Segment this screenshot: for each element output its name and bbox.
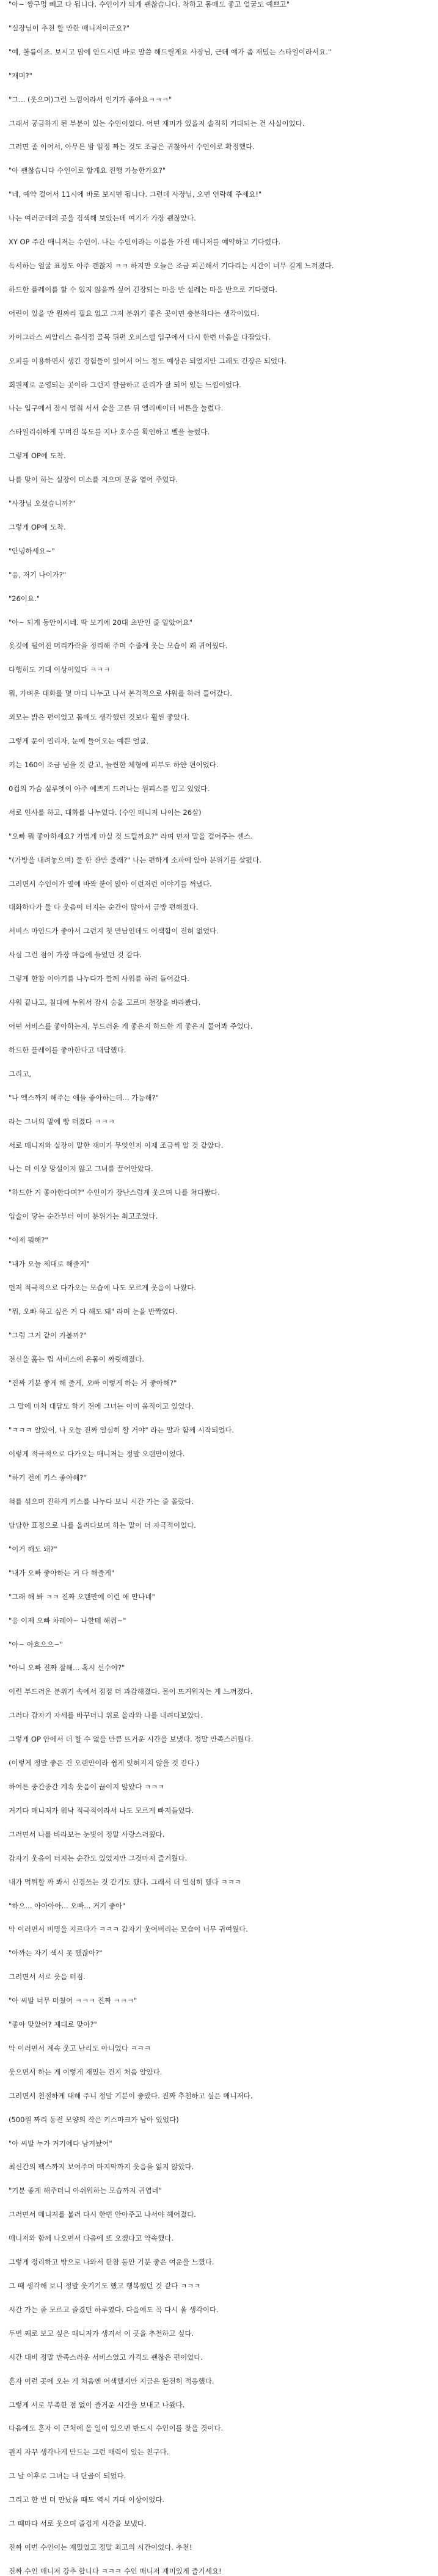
text-line: 그 때마다 서로 웃으며 즐겁게 시간을 보냈다. — [9, 2519, 147, 2528]
paragraph-spacer — [9, 1652, 429, 1660]
paragraph-spacer — [9, 1723, 429, 1732]
paragraph-spacer — [9, 297, 429, 305]
paragraph-spacer — [9, 250, 429, 258]
text-line: 막 이러면서 계속 웃고 난리도 아니었다 ㅋㅋㅋ — [9, 2043, 151, 2052]
paragraph-spacer — [9, 1771, 429, 1779]
text-line: 먼저 적극적으로 다가오는 모습에 나도 모르게 웃음이 나왔다. — [9, 1283, 196, 1292]
text-line: 그렇게 정리하고 밖으로 나와서 한참 동안 기분 좋은 여운을 느꼈다. — [9, 2258, 214, 2267]
paragraph-spacer — [9, 2246, 429, 2255]
paragraph-spacer — [9, 2270, 429, 2279]
text-line: 거기다 매니저가 워낙 적극적이라서 나도 모르게 빠져들었다. — [9, 1806, 194, 1815]
paragraph-spacer — [9, 1913, 429, 1922]
paragraph-spacer — [9, 1556, 429, 1565]
paragraph-spacer — [9, 440, 429, 448]
text-line: 샤워 끝나고, 침대에 누워서 잠시 숨을 고르며 천장을 바라봤다. — [9, 998, 201, 1007]
text-line: "하기 전에 키스 좋아해?" — [9, 1473, 87, 1483]
text-line: 혼자 이런 곳에 오는 게 처음엔 어색했지만 지금은 완전히 적응했다. — [9, 2376, 214, 2385]
text-line: 그 말에 미처 대답도 하기 전에 그녀는 이미 움직이고 있었다. — [9, 1402, 194, 1411]
text-line: 그러면서 매니저를 불러 다시 한번 안아주고 나서야 헤어졌다. — [9, 2210, 196, 2219]
text-line: 키는 160이 조금 넘을 것 같고, 늘씬한 체형에 피부도 하얀 편이었다. — [9, 761, 219, 769]
paragraph-spacer — [9, 2531, 429, 2540]
text-line: 서로 매니저와 실장이 말한 재미가 무엇인지 이제 조금씩 알 것 같았다. — [9, 1140, 224, 1150]
text-line: 그렇게 문이 열리자, 눈에 들어오는 예쁜 얼굴. — [9, 737, 149, 746]
paragraph-spacer — [9, 939, 429, 947]
paragraph-spacer — [9, 59, 429, 68]
text-line: 회원제로 운영되는 곳이라 그런지 깔끔하고 관리가 잘 되어 있는 느낌이었다. — [9, 380, 241, 389]
paragraph-spacer — [9, 345, 429, 353]
text-line: "아까는 자기 색시 못 했잖아?" — [9, 1949, 103, 1958]
text-line: "재미?" — [9, 71, 32, 80]
text-line: "진짜 기분 좋게 해 줄게, 오빠 이렇게 하는 거 좋아해?" — [9, 1378, 177, 1387]
text-line: 이런 부드러운 분위기 속에서 점점 더 과감해졌다. 몸이 뜨거워지는 게 느껴졌다. — [9, 1687, 253, 1696]
text-line: 갑자기 웃음이 터지는 순간도 있었지만 그것마저 즐거웠다. — [9, 1853, 188, 1863]
text-line: (500원 짜리 동전 모양의 작은 키스마크가 남아 있었다) — [9, 2115, 179, 2124]
text-line: "아 씨발 너무 미쳤어 ㅋㅋㅋ 진짜 ㅋㅋㅋ" — [9, 1996, 137, 2005]
paragraph-spacer — [9, 1414, 429, 1423]
paragraph-spacer — [9, 2056, 429, 2064]
paragraph-spacer — [9, 1034, 429, 1042]
text-line: "(가방을 내려놓으며) 물 한 잔만 줄래?" 나는 편하게 소파에 앉아 분위기를 살폈다. — [9, 855, 261, 864]
paragraph-spacer — [9, 2484, 429, 2492]
text-line: 스타일리쉬하게 꾸며진 복도를 지나 호수를 확인하고 벨을 눌렀다. — [9, 428, 210, 437]
text-line: 뭔지 자꾸 생각나게 만드는 그런 매력이 있는 친구다. — [9, 2448, 169, 2457]
text-line: 내가 먹튀할 까 봐서 신경쓰는 것 같기도 했다. 그래서 더 열심히 했다 ㅋㅋㅋ — [9, 1877, 241, 1886]
paragraph-spacer — [9, 1343, 429, 1351]
paragraph-spacer — [9, 1533, 429, 1541]
text-line: "나 엑스까지 해주는 애들 좋아하는데... 가능해?" — [9, 1093, 159, 1102]
paragraph-spacer — [9, 2175, 429, 2183]
text-line: 뭐, 가벼운 대화를 몇 마디 나누고 나서 본격적으로 샤워를 하러 들어갔다. — [9, 689, 233, 698]
paragraph-spacer — [9, 226, 429, 235]
paragraph-spacer — [9, 963, 429, 971]
paragraph-spacer — [9, 273, 429, 282]
text-line: "아~ 아흐으으~" — [9, 1640, 64, 1649]
text-line: 입술이 닿는 순간부터 이미 분위기는 최고조였다. — [9, 1212, 158, 1221]
text-line: 그 때 생각해 보니 정말 웃기기도 했고 행복했던 것 같다 ㅋㅋㅋ — [9, 2282, 201, 2290]
paragraph-spacer — [9, 535, 429, 543]
paragraph-spacer — [9, 1153, 429, 1161]
paragraph-spacer — [9, 12, 429, 20]
paragraph-spacer — [9, 321, 429, 329]
text-line: "이제 뭐해?" — [9, 1236, 48, 1245]
text-line: "하으... 아아아아... 오빠... 거기 좋아" — [9, 1901, 126, 1910]
paragraph-spacer — [9, 2436, 429, 2445]
paragraph-spacer — [9, 1818, 429, 1826]
text-line: "실장님이 추천 할 만한 매니저이군요?" — [9, 23, 130, 32]
text-line: 그 날 이후로 그녀는 내 단골이 되었다. — [9, 2472, 126, 2481]
paragraph-spacer — [9, 1200, 429, 1209]
paragraph-spacer — [9, 2009, 429, 2017]
text-line: 그러면서 수인이가 옆에 바짝 붙어 앉아 이런저런 이야기를 꺼냈다. — [9, 879, 212, 888]
paragraph-spacer — [9, 1842, 429, 1850]
text-line: 그리고, — [9, 1069, 31, 1078]
paragraph-spacer — [9, 1224, 429, 1233]
paragraph-spacer — [9, 677, 429, 686]
text-line: 오피를 이용하면서 생긴 경험들이 있어서 어느 정도 예상은 되었지만 그래도 긴장은 되었다. — [9, 356, 287, 365]
text-line: 서로 인사를 하고, 대화를 나누었다. (수인 매니저 나이는 26살) — [9, 808, 202, 817]
paragraph-spacer — [9, 606, 429, 615]
paragraph-spacer — [9, 1794, 429, 1803]
paragraph-spacer — [9, 368, 429, 377]
paragraph-spacer — [9, 2555, 429, 2563]
text-line: 막 이러면서 비명을 지르다가 ㅋㅋㅋ 갑자기 웃어버리는 모습이 너무 귀여웠다. — [9, 1925, 249, 1934]
paragraph-spacer — [9, 915, 429, 924]
text-line: 시간 가는 줄 모르고 즐겼던 하루였다. 다음에도 꼭 다시 올 생각이다. — [9, 2305, 219, 2314]
text-line: 0컵의 가슴 실루엣이 아주 예쁘게 드러나는 원피스를 입고 있었다. — [9, 784, 210, 793]
paragraph-spacer — [9, 2151, 429, 2159]
paragraph-spacer — [9, 2079, 429, 2088]
text-line: XY OP 주간 매니저는 수인이. 나는 수인이라는 이름을 가진 매니저를 예약하고 기다렸다. — [9, 238, 281, 247]
text-line: "이거 해도 돼?" — [9, 1544, 57, 1553]
paragraph-spacer — [9, 131, 429, 139]
text-line: "네, 예약 걸어서 11시에 바로 보시면 됩니다. 그런데 사장님, 오면 연락해 주세요!" — [9, 190, 262, 199]
paragraph-spacer — [9, 1177, 429, 1185]
text-line: "그럼 그거 같이 가볼까?" — [9, 1330, 87, 1340]
paragraph-spacer — [9, 1509, 429, 1518]
text-line: 카이그라스 씨알리스 음식점 골목 뒤편 오피스텔 입구에서 다시 한번 마음을 다잡았다. — [9, 332, 271, 341]
text-line: 그래서 궁금하게 된 부분이 있는 수인이었다. 어떤 재미가 있을지 솔직히 기대되는 건 사실이었다. — [9, 119, 305, 128]
paragraph-spacer — [9, 202, 429, 211]
paragraph-spacer — [9, 155, 429, 163]
text-line: 대화하다가 둘 다 웃음이 터지는 순간이 많아서 금방 편해졌다. — [9, 903, 199, 912]
paragraph-spacer — [9, 1462, 429, 1470]
paragraph-spacer — [9, 2341, 429, 2349]
paragraph-spacer — [9, 2460, 429, 2468]
text-line: "응 이제 오빠 차례야~ 나한테 해줘~" — [9, 1616, 126, 1625]
text-line: 나를 맞이 하는 실장이 미소를 지으며 문을 열어 주었다. — [9, 475, 178, 484]
text-line: 두번 째로 보고 싶은 매니저가 생겨서 이 곳을 추천하고 싶다. — [9, 2329, 194, 2338]
paragraph-spacer — [9, 2508, 429, 2516]
text-line: "그... (웃으며)그런 느낌이라서 인기가 좋아요ㅋㅋㅋ" — [9, 95, 172, 104]
paragraph-spacer — [9, 796, 429, 805]
text-line: 그러면서 서로 웃음 터짐. — [9, 1972, 86, 1982]
text-line: 나는 여러군데의 곳을 검색해 보았는데 여기가 가장 괜찮았다. — [9, 214, 196, 223]
text-line: 독서하는 얼굴 표정도 아주 괜찮지 ㅋㅋ 하지만 오늘은 조금 피곤해서 기다리는 시간이 너무 길게 느껴졌다. — [9, 261, 334, 270]
text-line: 그러다 갑자기 자세를 바꾸더니 위로 올라와 나를 내려다보았다. — [9, 1711, 203, 1720]
paragraph-spacer — [9, 1248, 429, 1257]
paragraph-spacer — [9, 511, 429, 519]
paragraph-spacer — [9, 1937, 429, 1946]
paragraph-spacer — [9, 1319, 429, 1327]
paragraph-spacer — [9, 1105, 429, 1114]
text-line: 다행히도 기대 이상이었다 ㅋㅋㅋ — [9, 665, 111, 674]
paragraph-spacer — [9, 487, 429, 496]
text-line: "안녕하세요~" — [9, 546, 55, 555]
paragraph-spacer — [9, 2365, 429, 2373]
text-line: "ㅋㅋㅋ 알았어, 나 오늘 진짜 열심히 할 거야" 라는 말과 함께 시작되었다. — [9, 1426, 235, 1435]
text-line: 시간 대비 정말 만족스러운 서비스였고 가격도 괜찮은 편이었다. — [9, 2352, 203, 2362]
text-line: "기분 좋게 해주더니 아쉬워하는 모습까지 귀엽네" — [9, 2186, 162, 2195]
paragraph-spacer — [9, 1438, 429, 1447]
text-line: "뭐, 오빠 하고 싶은 거 다 해도 돼" 라며 눈을 반짝였다. — [9, 1307, 178, 1316]
paragraph-spacer — [9, 2293, 429, 2302]
paragraph-spacer — [9, 2032, 429, 2040]
paragraph-spacer — [9, 1057, 429, 1066]
text-line: 어린이 있을 만 원짜리 필요 없고 그저 분위기 좋은 곳이면 충분하다는 생각이었다. — [9, 308, 260, 318]
paragraph-spacer — [9, 2388, 429, 2397]
paragraph-spacer — [9, 701, 429, 710]
paragraph-spacer — [9, 1390, 429, 1399]
paragraph-spacer — [9, 1295, 429, 1304]
paragraph-spacer — [9, 582, 429, 591]
paragraph-spacer — [9, 2103, 429, 2112]
text-line: (이렇게 정말 좋은 건 오랜만이라 쉽게 잊혀지지 않을 것 같다.) — [9, 1759, 200, 1768]
text-line: 그리고 한 번 더 만났을 때도 역시 기대 이상이었다. — [9, 2495, 165, 2505]
paragraph-spacer — [9, 178, 429, 187]
text-line: "오빠 뭐 좋아하세요? 가볍게 마실 것 드릴까요?" 라며 먼저 말을 걸어주는 센스. — [9, 831, 253, 841]
text-line: "26이요." — [9, 594, 40, 603]
text-line: 담담한 표정으로 나를 올려다보며 하는 말이 더 자극적이었다. — [9, 1521, 196, 1530]
paragraph-spacer — [9, 654, 429, 662]
paragraph-spacer — [9, 35, 429, 44]
text-line: "예, 볼륨이죠. 보시고 맘에 안드시면 바로 말씀 해드릴게요 사장님, 근데 얘가 좀 재밌는 스타일이라서요." — [9, 47, 332, 56]
text-line: 진짜 수인 매니저 강추 합니다 ㅋㅋㅋ 수인 매니저 재미있게 즐기세요! — [9, 2566, 222, 2575]
paragraph-spacer — [9, 1486, 429, 1494]
text-line: 진짜 이번 수인이는 재밌었고 정말 최고의 시간이었다. 추천! — [9, 2542, 192, 2552]
paragraph-spacer — [9, 1985, 429, 1993]
paragraph-spacer — [9, 1747, 429, 1756]
paragraph-spacer — [9, 891, 429, 900]
text-line: 외모는 밝은 편이었고 몸매도 생각했던 것보다 훨씬 좋았다. — [9, 713, 189, 722]
text-line: 하여튼 중간중간 계속 웃음이 끊이지 않았다 ㅋㅋㅋ — [9, 1782, 165, 1791]
paragraph-spacer — [9, 1676, 429, 1684]
text-line: "아~ 쌍구멍 빼고 다 됩니다. 수인이가 되게 괜찮습니다. 착하고 몸매도 좋고 얼굴도 예쁘고" — [9, 0, 290, 9]
paragraph-spacer — [9, 416, 429, 425]
paragraph-spacer — [9, 725, 429, 734]
text-line: 하드한 플레이를 좋아한다고 대답했다. — [9, 1045, 126, 1054]
paragraph-spacer — [9, 2222, 429, 2231]
text-line: "사장님 오셨습니까?" — [9, 499, 76, 508]
paragraph-spacer — [9, 2317, 429, 2326]
text-line: 사실 그런 점이 가장 마음에 들었던 것 같다. — [9, 950, 142, 960]
paragraph-spacer — [9, 630, 429, 638]
text-line: 이렇게 적극적으로 다가오는 매니저는 정말 오랜만이었다. — [9, 1450, 185, 1459]
paragraph-spacer — [9, 2127, 429, 2136]
text-line: 그러면 좀 이어서, 아무튼 밤 일정 짜는 것도 조금은 귀찮아서 수인이로 확정했다. — [9, 142, 255, 151]
text-line: "아~ 되게 동안이시네. 딱 보기에 20대 초반인 줄 알았어요" — [9, 618, 193, 627]
paragraph-spacer — [9, 1010, 429, 1019]
text-line: "하드한 거 좋아한다며?" 수인이가 장난스럽게 웃으며 나를 쳐다봤다. — [9, 1188, 220, 1197]
paragraph-spacer — [9, 749, 429, 757]
paragraph-spacer — [9, 83, 429, 92]
paragraph-spacer — [9, 1628, 429, 1636]
paragraph-spacer — [9, 1961, 429, 1969]
paragraph-spacer — [9, 464, 429, 472]
paragraph-spacer — [9, 1129, 429, 1137]
paragraph-spacer — [9, 2198, 429, 2207]
text-line: 웃으면서 하는 게 이렇게 재밌는 건지 처음 알았다. — [9, 2067, 162, 2076]
paragraph-spacer — [9, 2412, 429, 2421]
paragraph-spacer — [9, 1081, 429, 1090]
text-line: 하드한 플레이를 할 수 있지 않을까 싶어 긴장되는 마음 반 설레는 마음 반으로 기다렸다. — [9, 285, 277, 294]
text-line: 최신간의 팩스까지 보여주며 마지막까지 웃음을 잃지 않았다. — [9, 2162, 194, 2172]
text-line: 그렇게 OP에 도착. — [9, 522, 66, 531]
text-line: 그러면서 친절하게 대해 주니 정말 기분이 좋았다. 진짜 추천하고 싶은 매니저다. — [9, 2091, 253, 2100]
paragraph-spacer — [9, 772, 429, 781]
text-line: "아 씨발 누가 거기에다 남겨놨어" — [9, 2139, 112, 2148]
paragraph-spacer — [9, 820, 429, 828]
paragraph-spacer — [9, 1580, 429, 1589]
paragraph-spacer — [9, 107, 429, 115]
paragraph-spacer — [9, 1699, 429, 1708]
text-line: 그렇게 OP에 도착. — [9, 451, 66, 461]
paragraph-spacer — [9, 1271, 429, 1280]
paragraph-spacer — [9, 1866, 429, 1874]
text-line: "좋아 맞았어? 제대로 맞아?" — [9, 2020, 97, 2029]
paragraph-spacer — [9, 1366, 429, 1375]
text-line: 그렇게 서로 부족한 점 없이 즐거운 시간을 보내고 나왔다. — [9, 2400, 185, 2409]
text-line: 그러면서 나를 바라보는 눈빛이 정말 사랑스러웠다. — [9, 1830, 165, 1839]
text-line: 전신을 훑는 립 서비스에 온몸이 짜릿해졌다. — [9, 1354, 144, 1363]
text-line: 매니저와 함께 나오면서 다음에 또 오겠다고 약속했다. — [9, 2234, 173, 2243]
text-line: 라는 그녀의 말에 빵 터졌다 ㅋㅋㅋ — [9, 1117, 115, 1126]
paragraph-spacer — [9, 844, 429, 852]
text-line: 혀를 섞으며 진하게 키스를 나누다 보니 시간 가는 줄 몰랐다. — [9, 1497, 194, 1506]
paragraph-spacer — [9, 558, 429, 567]
text-line: 다음에도 혼자 이 근처에 올 일이 있으면 반드시 수인이를 찾을 것이다. — [9, 2424, 224, 2433]
paragraph-spacer — [9, 1889, 429, 1898]
text-line: 옷깃에 떨어진 머리카락을 정리해 주며 수줍게 웃는 모습이 꽤 귀여웠다. — [9, 641, 228, 651]
text-line: "내가 오빠 좋아하는 거 다 해줄게" — [9, 1568, 115, 1577]
text-line: "아니 오빠 진짜 잘해... 혹시 선수야?" — [9, 1663, 125, 1673]
text-line: 그렇게 한참 이야기를 나누다가 함께 샤워를 하러 들어갔다. — [9, 974, 189, 983]
paragraph-spacer — [9, 392, 429, 401]
text-line: "내가 오늘 제대로 해줄게" — [9, 1260, 90, 1269]
text-line: 그렇게 OP 안에서 더 할 수 없을 만큼 뜨거운 시간을 보냈다. 정말 만족스러웠다. — [9, 1735, 254, 1744]
paragraph-spacer — [9, 867, 429, 876]
text-line: "응, 저기 나이가?" — [9, 570, 67, 579]
text-line: 나는 입구에서 잠시 멈춰 서서 숨을 고른 뒤 엘리베이터 버튼을 눌렀다. — [9, 404, 224, 413]
text-line: 서비스 마인드가 좋아서 그런지 첫 만남인데도 어색함이 전혀 없었다. — [9, 927, 219, 936]
paragraph-spacer — [9, 987, 429, 995]
text-line: 어떤 서비스를 좋아하는지, 부드러운 게 좋은지 하드한 게 좋은지 물어봐 주었다. — [9, 1021, 253, 1031]
text-line: "아 괜찮습니다 수인이로 할게요 진행 가능한가요?" — [9, 166, 166, 175]
text-line: 나는 더 이상 망설이지 않고 그녀를 끌어안았다. — [9, 1164, 153, 1173]
text-line: "그래 해 봐 ㅋㅋ 진짜 오랜만에 이런 애 만나네" — [9, 1592, 155, 1601]
paragraph-spacer — [9, 1604, 429, 1613]
